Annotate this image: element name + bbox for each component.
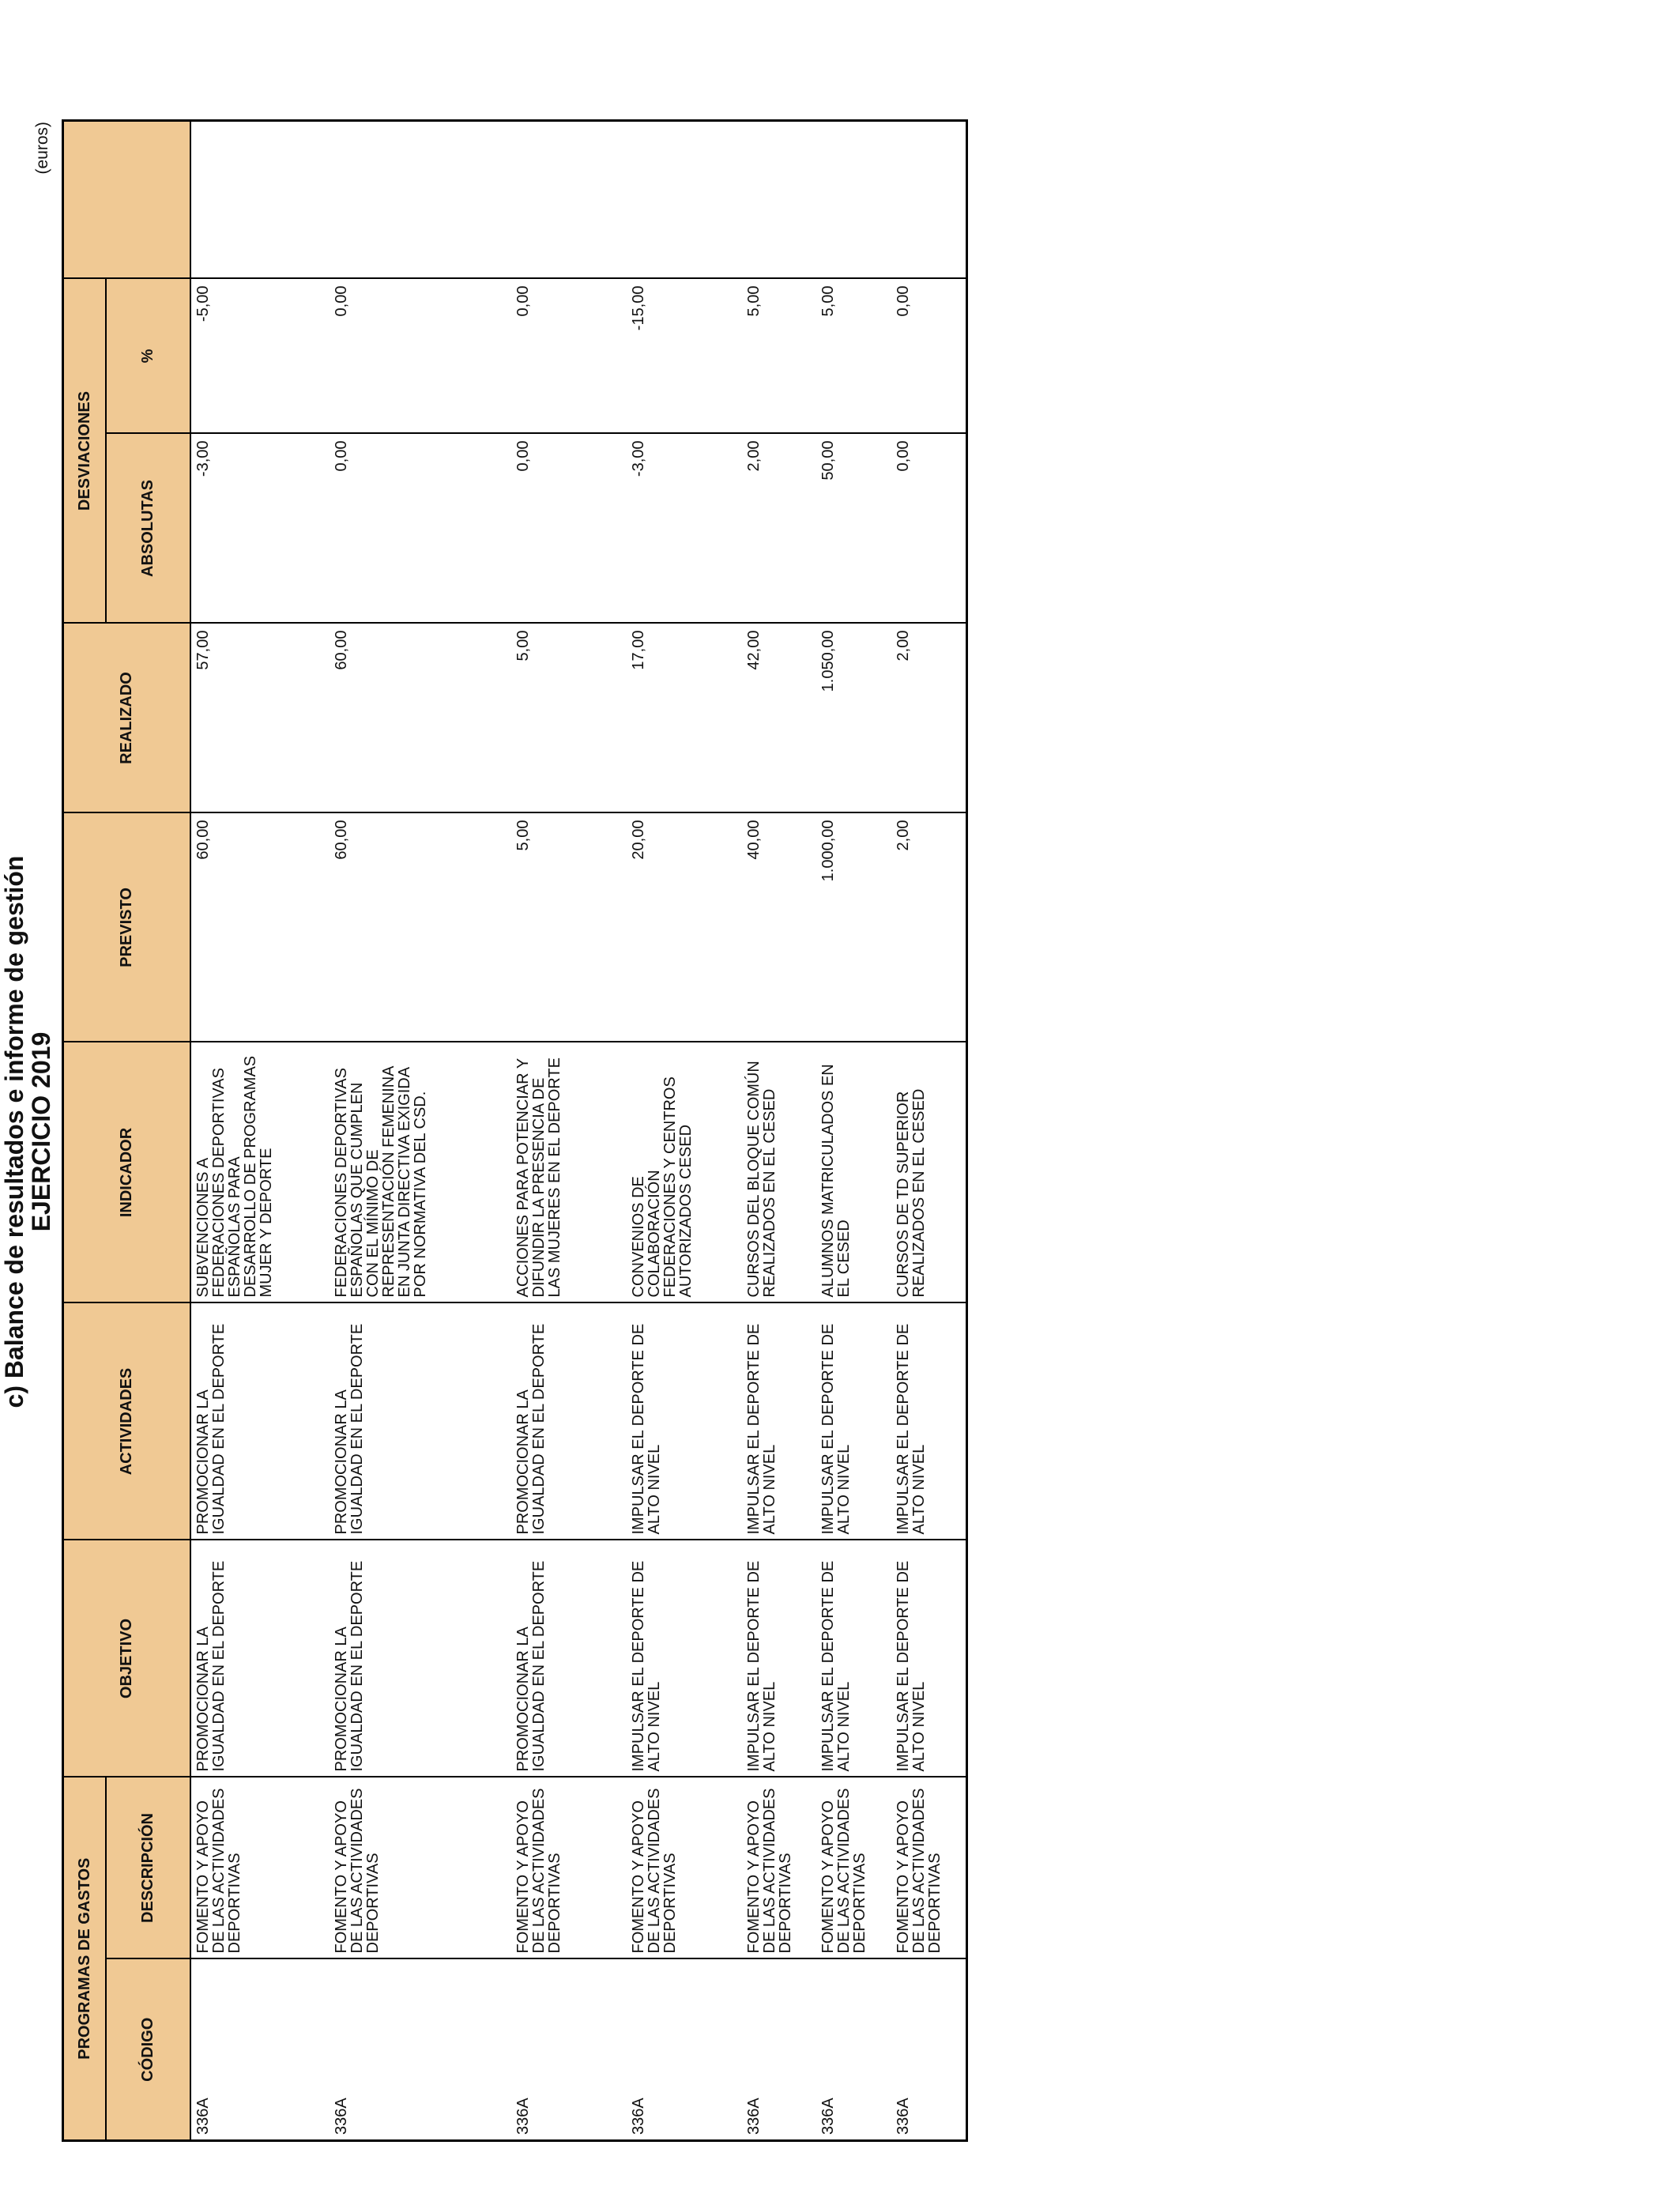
header-descripcion: DESCRIPCIÓN (106, 1777, 190, 1959)
cell-descripcion: FOMENTO Y APOYO DE LAS ACTIVIDADES DEPORTIVAS (891, 1777, 966, 1959)
cell-actividades: PROMOCIONAR LA IGUALDAD EN EL DEPORTE (190, 1303, 330, 1540)
cell-absolutas: 0,00 (511, 434, 627, 624)
cell-realizado: 1.050,00 (816, 624, 891, 813)
cell-realizado: 42,00 (742, 624, 816, 813)
cell-codigo: 336A (330, 1959, 511, 2141)
cell-indicador: CURSOS DEL BLOQUE COMÚN REALIZADOS EN EL CESED (742, 1042, 816, 1303)
cell-realizado: 5,00 (511, 624, 627, 813)
cell-objetivo: IMPULSAR EL DEPORTE DE ALTO NIVEL (627, 1540, 742, 1777)
header-realizado: REALIZADO (63, 624, 191, 813)
table-row (511, 121, 627, 2141)
cell-descripcion: FOMENTO Y APOYO DE LAS ACTIVIDADES DEPORTIVAS (816, 1777, 891, 1959)
table-row (742, 121, 816, 2141)
cell-previsto: 40,00 (742, 813, 816, 1042)
cell-actividades: IMPULSAR EL DEPORTE DE ALTO NIVEL (891, 1303, 966, 1540)
cell-objetivo: PROMOCIONAR LA IGUALDAD EN EL DEPORTE (511, 1540, 627, 1777)
cell-previsto: 5,00 (511, 813, 627, 1042)
rotated-page (0, 122, 980, 2142)
cell-spacer (190, 121, 330, 279)
header-porcentaje: % (106, 279, 190, 434)
cell-codigo: 336A (816, 1959, 891, 2141)
table-row (330, 121, 511, 2141)
cell-spacer (891, 121, 966, 279)
cell-absolutas: -3,00 (190, 434, 330, 624)
cell-realizado: 60,00 (330, 624, 511, 813)
cell-porcentaje: -5,00 (190, 279, 330, 434)
cell-indicador: ALUMNOS MATRICULADOS EN EL CESED (816, 1042, 891, 1303)
page-title: c) Balance de resultados e informe de gestión (0, 855, 28, 1408)
cell-previsto: 60,00 (190, 813, 330, 1042)
header-desviaciones: DESVIACIONES (63, 279, 107, 624)
cell-porcentaje: 0,00 (891, 279, 966, 434)
header-programas: PROGRAMAS DE GASTOS (63, 1777, 107, 2141)
cell-codigo: 336A (891, 1959, 966, 2141)
table-row (891, 121, 966, 2141)
cell-actividades: PROMOCIONAR LA IGUALDAD EN EL DEPORTE (330, 1303, 511, 1540)
cell-previsto: 1.000,00 (816, 813, 891, 1042)
cell-indicador: ACCIONES PARA POTENCIAR Y DIFUNDIR LA PRESENCIA DE LAS MUJERES EN EL DEPORTE (511, 1042, 627, 1303)
cell-descripcion: FOMENTO Y APOYO DE LAS ACTIVIDADES DEPORTIVAS (742, 1777, 816, 1959)
cell-descripcion: FOMENTO Y APOYO DE LAS ACTIVIDADES DEPORTIVAS (511, 1777, 627, 1959)
cell-previsto: 60,00 (330, 813, 511, 1042)
cell-codigo: 336A (627, 1959, 742, 2141)
header-indicador: INDICADOR (63, 1042, 191, 1303)
header-absolutas: ABSOLUTAS (106, 434, 190, 624)
cell-codigo: 336A (742, 1959, 816, 2141)
cell-absolutas: 0,00 (330, 434, 511, 624)
cell-porcentaje: 5,00 (742, 279, 816, 434)
results-table (62, 119, 968, 2142)
cell-indicador: FEDERACIONES DEPORTIVAS ESPAÑOLAS QUE CUMPLEN CON EL MÍNIMO DE REPRESENTACIÓN FEMENINA EN JUNTA DIRECTIVA EXIGIDA POR NORMATIVA DEL CSD. (330, 1042, 511, 1303)
cell-porcentaje: 0,00 (511, 279, 627, 434)
header-objetivo: OBJETIVO (63, 1540, 191, 1777)
cell-objetivo: IMPULSAR EL DEPORTE DE ALTO NIVEL (816, 1540, 891, 1777)
cell-spacer (627, 121, 742, 279)
page-subtitle: EJERCICIO 2019 (27, 1031, 55, 1232)
cell-actividades: IMPULSAR EL DEPORTE DE ALTO NIVEL (627, 1303, 742, 1540)
cell-actividades: IMPULSAR EL DEPORTE DE ALTO NIVEL (816, 1303, 891, 1540)
cell-spacer (330, 121, 511, 279)
cell-absolutas: -3,00 (627, 434, 742, 624)
cell-descripcion: FOMENTO Y APOYO DE LAS ACTIVIDADES DEPORTIVAS (190, 1777, 330, 1959)
header-codigo: CÓDIGO (106, 1959, 190, 2141)
cell-realizado: 57,00 (190, 624, 330, 813)
cell-previsto: 2,00 (891, 813, 966, 1042)
cell-realizado: 17,00 (627, 624, 742, 813)
cell-actividades: PROMOCIONAR LA IGUALDAD EN EL DEPORTE (511, 1303, 627, 1540)
cell-previsto: 20,00 (627, 813, 742, 1042)
cell-spacer (742, 121, 816, 279)
header-actividades: ACTIVIDADES (63, 1303, 191, 1540)
cell-realizado: 2,00 (891, 624, 966, 813)
cell-indicador: CURSOS DE TD SUPERIOR REALIZADOS EN EL CESED (891, 1042, 966, 1303)
cell-porcentaje: 5,00 (816, 279, 891, 434)
cell-descripcion: FOMENTO Y APOYO DE LAS ACTIVIDADES DEPORTIVAS (330, 1777, 511, 1959)
cell-spacer (816, 121, 891, 279)
cell-indicador: CONVENIOS DE COLABORACIÓN FEDERACIONES Y CENTROS AUTORIZADOS CESED (627, 1042, 742, 1303)
cell-descripcion: FOMENTO Y APOYO DE LAS ACTIVIDADES DEPORTIVAS (627, 1777, 742, 1959)
header-previsto: PREVISTO (63, 813, 191, 1042)
cell-objetivo: PROMOCIONAR LA IGUALDAD EN EL DEPORTE (330, 1540, 511, 1777)
cell-absolutas: 0,00 (891, 434, 966, 624)
cell-objetivo: IMPULSAR EL DEPORTE DE ALTO NIVEL (891, 1540, 966, 1777)
cell-codigo: 336A (511, 1959, 627, 2141)
cell-absolutas: 2,00 (742, 434, 816, 624)
cell-actividades: IMPULSAR EL DEPORTE DE ALTO NIVEL (742, 1303, 816, 1540)
cell-objetivo: PROMOCIONAR LA IGUALDAD EN EL DEPORTE (190, 1540, 330, 1777)
cell-absolutas: 50,00 (816, 434, 891, 624)
cell-porcentaje: -15,00 (627, 279, 742, 434)
header-spacer (63, 121, 191, 279)
cell-codigo: 336A (190, 1959, 330, 2141)
table-row (816, 121, 891, 2141)
table-row (627, 121, 742, 2141)
cell-objetivo: IMPULSAR EL DEPORTE DE ALTO NIVEL (742, 1540, 816, 1777)
cell-porcentaje: 0,00 (330, 279, 511, 434)
table-row (190, 121, 330, 2141)
cell-indicador: SUBVENCIONES A FEDERACIONES DEPORTIVAS ESPAÑOLAS PARA DESARROLLO DE PROGRAMAS MUJER Y DEPORTE (190, 1042, 330, 1303)
cell-spacer (511, 121, 627, 279)
unit-label: (euros) (33, 122, 51, 175)
